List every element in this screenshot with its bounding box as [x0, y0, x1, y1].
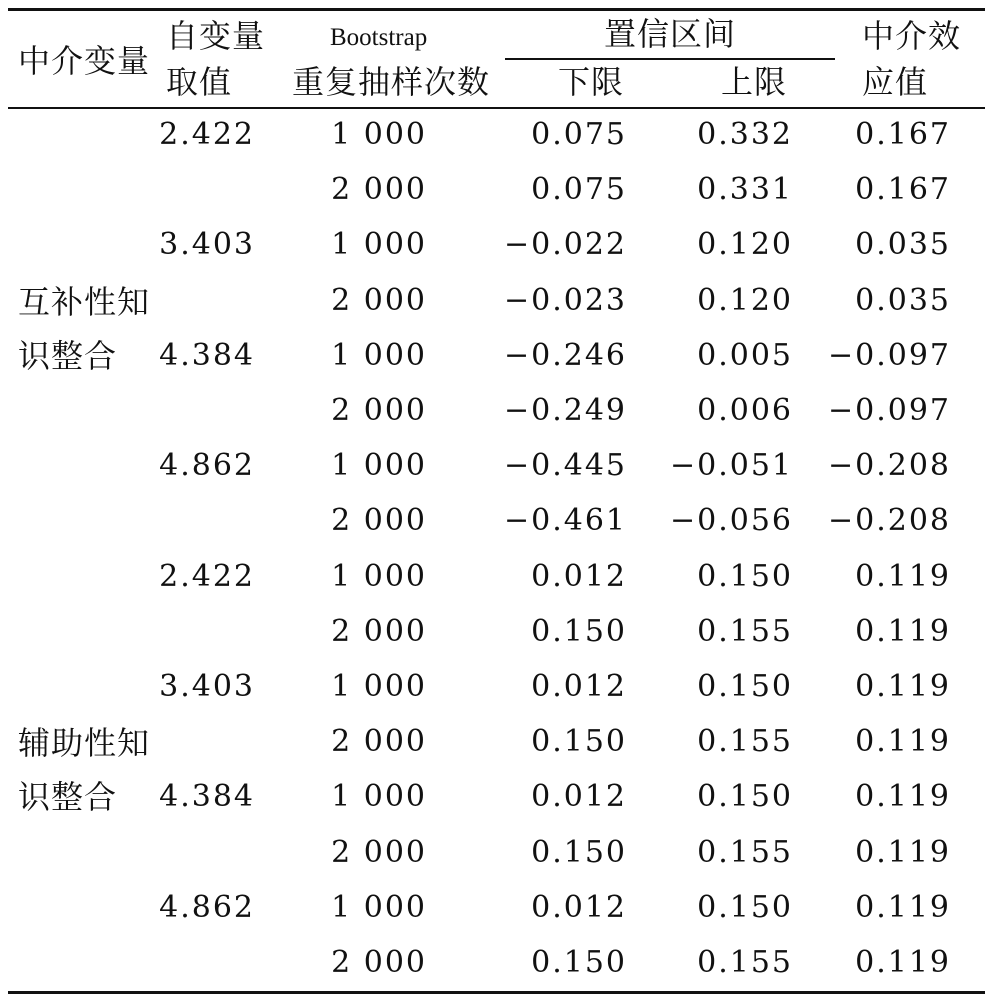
cell-ci-upper: 0.120: [697, 282, 793, 318]
group-label-line: 识整合: [18, 778, 118, 816]
cell-bootstrap-n: 2 000: [331, 834, 427, 870]
cell-bootstrap-n: 2 000: [331, 613, 427, 649]
cell-ci-lower: 0.075: [531, 117, 627, 152]
cell-bootstrap-n: 2 000: [331, 724, 427, 760]
cell-ci-lower: 0.075: [531, 172, 627, 208]
cell-x-value: 2.422: [159, 117, 255, 152]
cell-ci-lower: −0.022: [503, 227, 627, 263]
cell-ci-lower: −0.445: [503, 448, 627, 484]
cell-effect: −0.097: [827, 337, 951, 373]
cell-ci-upper: 0.155: [697, 613, 793, 649]
cell-ci-upper: 0.331: [697, 172, 793, 208]
header-x-value-line2: 取值: [166, 63, 233, 101]
header-upper: 上限: [721, 63, 788, 101]
cell-ci-lower: 0.012: [531, 889, 627, 925]
cell-effect: 0.035: [855, 227, 951, 263]
cell-ci-lower: 0.012: [531, 558, 627, 594]
cell-ci-upper: 0.005: [697, 337, 793, 373]
header-lower: 下限: [558, 63, 625, 101]
cell-effect: 0.167: [855, 172, 951, 208]
cell-x-value: 3.403: [159, 227, 255, 263]
cell-ci-lower: −0.023: [503, 282, 627, 318]
cell-effect: 0.119: [855, 613, 951, 649]
cell-x-value: 4.384: [159, 779, 255, 815]
header-mediator: 中介变量: [18, 42, 151, 80]
cell-x-value: 3.403: [159, 669, 255, 704]
cell-effect: 0.119: [855, 945, 951, 980]
cell-ci-lower: −0.246: [503, 337, 627, 373]
cell-effect: 0.167: [855, 117, 951, 152]
cell-bootstrap-n: 1 000: [331, 669, 427, 704]
header-effect-line1: 中介效: [862, 17, 962, 55]
cell-effect: 0.119: [855, 779, 951, 815]
header-effect-line2: 应值: [862, 63, 929, 101]
cell-x-value: 4.384: [159, 337, 255, 373]
cell-bootstrap-n: 2 000: [331, 945, 427, 980]
cell-bootstrap-n: 1 000: [331, 337, 427, 373]
cell-bootstrap-n: 2 000: [331, 393, 427, 428]
cell-effect: 0.119: [855, 834, 951, 870]
cell-ci-upper: 0.150: [697, 779, 793, 815]
cell-ci-upper: 0.120: [697, 227, 793, 263]
cell-ci-upper: 0.155: [697, 724, 793, 760]
cell-ci-upper: 0.150: [697, 558, 793, 594]
header-bootstrap-line1: Bootstrap: [330, 24, 428, 51]
header-bootstrap-line2: 重复抽样次数: [292, 63, 491, 101]
cell-bootstrap-n: 1 000: [331, 558, 427, 594]
cell-ci-upper: 0.155: [697, 834, 793, 870]
cell-bootstrap-n: 2 000: [331, 172, 427, 208]
cell-bootstrap-n: 1 000: [331, 889, 427, 925]
cell-x-value: 4.862: [159, 889, 255, 925]
cell-effect: 0.119: [855, 889, 951, 925]
bottom-rule: [8, 991, 985, 994]
group-label-line: 互补性知: [18, 283, 151, 321]
cell-effect: 0.035: [855, 282, 951, 318]
group-label-line: 辅助性知: [18, 724, 151, 762]
cell-ci-upper: 0.155: [697, 945, 793, 980]
group-label-complementary: [18, 275, 150, 383]
cell-bootstrap-n: 1 000: [331, 779, 427, 815]
cell-bootstrap-n: 2 000: [331, 282, 427, 318]
header-x-value-line1: 自变量: [166, 17, 266, 55]
cell-effect: 0.119: [855, 724, 951, 760]
cell-ci-lower: 0.150: [531, 945, 627, 980]
cell-ci-lower: 0.150: [531, 724, 627, 760]
cell-bootstrap-n: 1 000: [331, 117, 427, 152]
header-rule: [8, 107, 985, 109]
cell-ci-upper: 0.006: [697, 393, 793, 428]
cell-effect: −0.208: [827, 503, 951, 539]
cell-ci-lower: 0.012: [531, 669, 627, 704]
cell-ci-lower: 0.150: [531, 834, 627, 870]
cell-ci-upper: 0.150: [697, 669, 793, 704]
cell-effect: −0.097: [827, 393, 951, 428]
cell-effect: 0.119: [855, 558, 951, 594]
cell-x-value: 2.422: [159, 558, 255, 594]
cell-ci-lower: 0.012: [531, 779, 627, 815]
cell-ci-upper: 0.150: [697, 889, 793, 925]
cell-ci-lower: −0.461: [503, 503, 627, 539]
cell-ci-lower: 0.150: [531, 613, 627, 649]
group-label-line: 识整合: [18, 337, 118, 375]
top-rule: [8, 8, 985, 11]
group-label-auxiliary: [18, 716, 150, 824]
cell-ci-upper: 0.332: [697, 117, 793, 152]
cell-ci-upper: −0.051: [669, 448, 793, 484]
cell-ci-lower: −0.249: [503, 393, 627, 428]
ci-rule: [505, 58, 835, 60]
cell-bootstrap-n: 1 000: [331, 448, 427, 484]
cell-bootstrap-n: 1 000: [331, 227, 427, 263]
cell-effect: 0.119: [855, 669, 951, 704]
cell-x-value: 4.862: [159, 448, 255, 484]
header-ci: 置信区间: [604, 15, 737, 53]
cell-bootstrap-n: 2 000: [331, 503, 427, 539]
cell-effect: −0.208: [827, 448, 951, 484]
cell-ci-upper: −0.056: [669, 503, 793, 539]
